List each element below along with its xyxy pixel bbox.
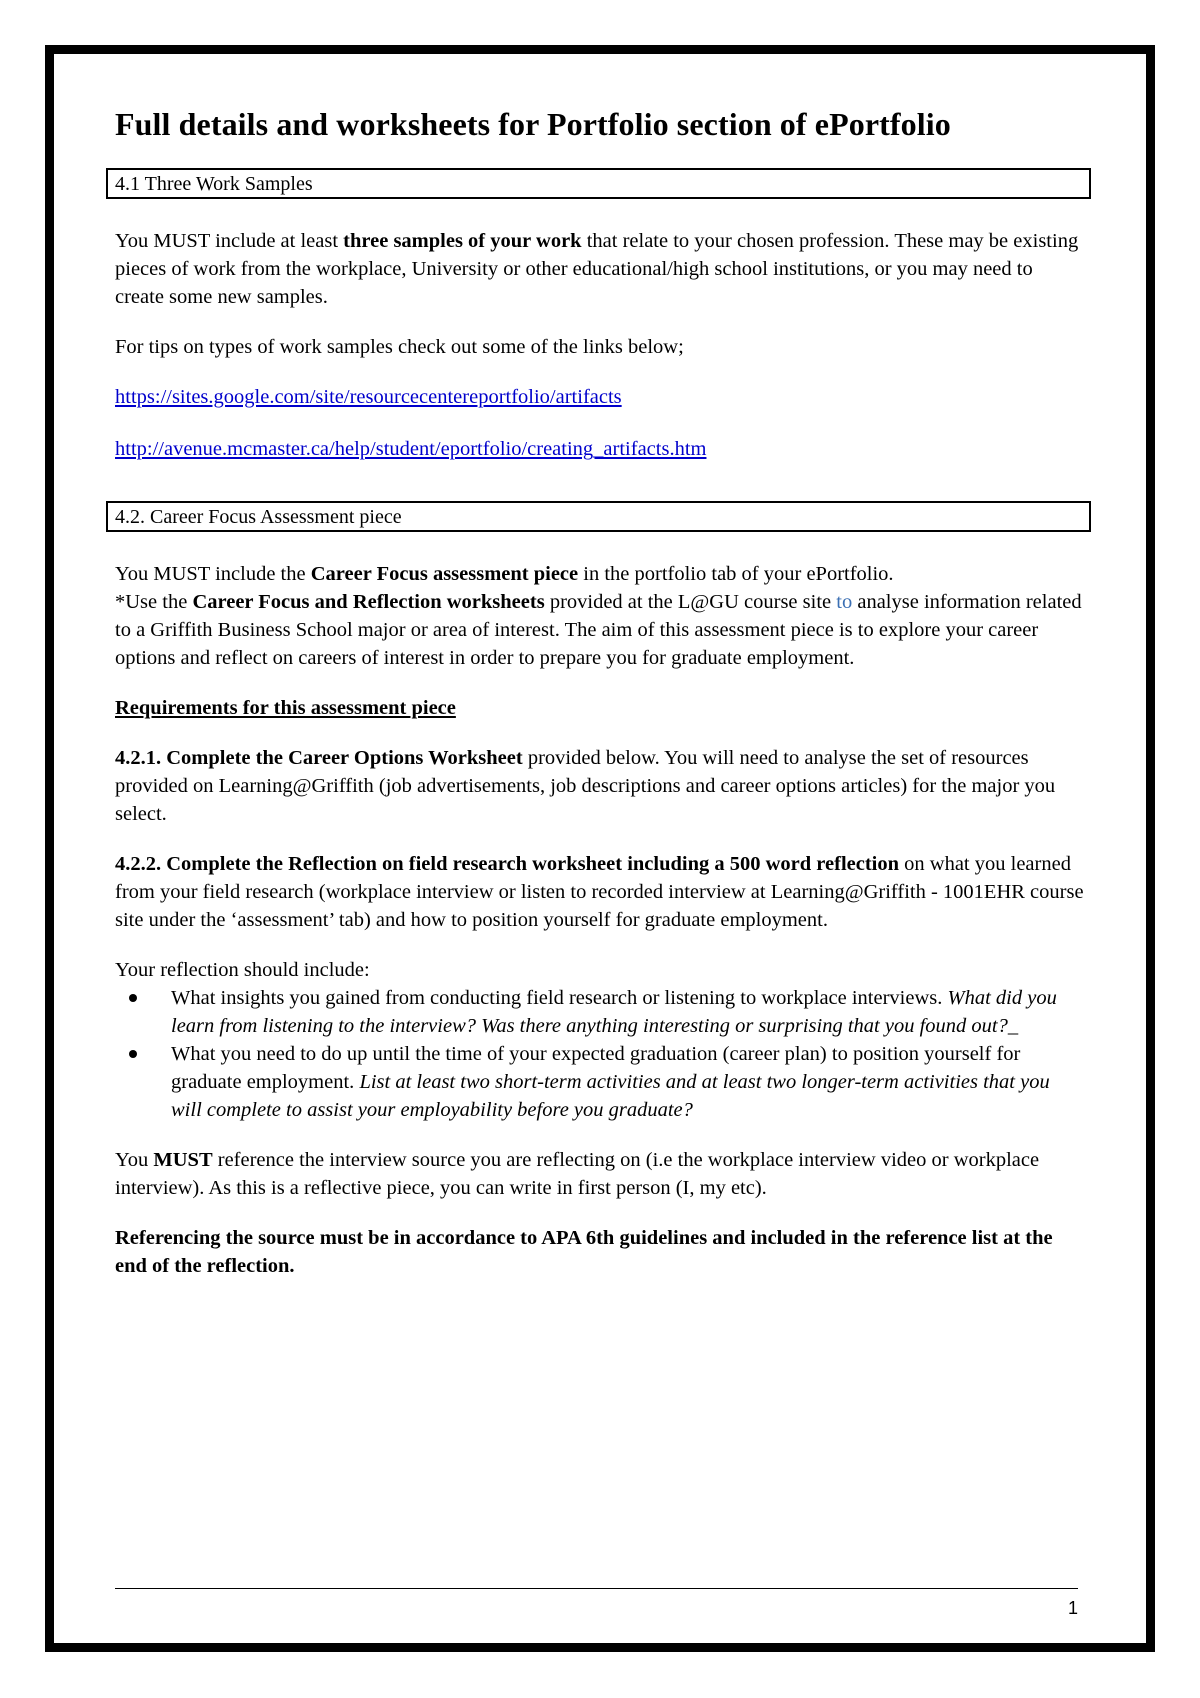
work-samples-paragraph: You MUST include at least three samples of your work that relate to your chosen profession. These may be existing pieces of work from the workplace, University or other educational/high school institutions, or you may need to create some new samples. <box>115 230 1079 308</box>
document-body <box>115 104 1085 1280</box>
reference-paragraph: You MUST reference the interview source you are reflecting on (i.e the workplace interview video or workplace interview). As this is a reflective piece, you can write in first person (I, my etc). <box>115 1149 1040 1199</box>
page-number: 1 <box>1068 1598 1079 1618</box>
requirement-4-2-2: 4.2.2. Complete the Reflection on field research worksheet including a 500 word reflection on what you learned from your field research (workplace interview or listen to recorded interview at Learning@Griffith - 1001EHR course site under the ‘assessment’ tab) and how to position yourself for graduate employment. <box>115 853 1084 931</box>
requirements-heading: Requirements for this assessment piece <box>115 697 456 719</box>
requirement-4-2-1: 4.2.1. Complete the Career Options Worksheet provided below. You will need to analyse the set of resources provided on Learning@Griffith (job advertisements, job descriptions and career options articles) for the major you select. <box>115 747 1056 825</box>
section-heading-4-2: 4.2. Career Focus Assessment piece <box>106 501 1091 532</box>
bullet-icon <box>129 1050 137 1058</box>
section-heading-4-1: 4.1 Three Work Samples <box>106 168 1091 199</box>
link-paragraph-2 <box>115 435 1085 463</box>
apa-note: Referencing the source must be in accordance to APA 6th guidelines and included in the reference list at the end of the reflection. <box>115 1227 1053 1277</box>
reflection-intro: Your reflection should include: <box>115 959 370 981</box>
list-item: What you need to do up until the time of your expected graduation (career plan) to position yourself for graduate employment. List at least two short-term activities and at least two longer-term activities that you will complete to assist your employability before you graduate? <box>115 1040 1085 1124</box>
list-item: What insights you gained from conducting field research or listening to workplace interviews. What did you learn from listening to the interview? Was there anything interesting or surprising that you found out?_ <box>115 984 1085 1040</box>
resource-link-mcmaster[interactable]: http://avenue.mcmaster.ca/help/student/eportfolio/creating_artifacts.htm <box>115 438 707 460</box>
tips-paragraph: For tips on types of work samples check out some of the links below; <box>115 336 684 358</box>
bullet-icon <box>129 994 137 1002</box>
link-paragraph-1 <box>115 383 1085 411</box>
resource-link-google[interactable]: https://sites.google.com/site/resourcecentereportfolio/artifacts <box>115 386 622 408</box>
reflection-bullet-list <box>115 984 1085 1124</box>
footer-divider <box>115 1588 1078 1589</box>
career-focus-paragraph: You MUST include the Career Focus assessment piece in the portfolio tab of your ePortfolio. *Use the Career Focus and Reflection worksheets provided at the L@GU course site to analyse information related to a Griffith Business School major or area of interest. The aim of this assessment piece is to explore your career options and reflect on careers of interest in order to prepare you for graduate employment. <box>115 563 1082 669</box>
page-title: Full details and worksheets for Portfolio section of ePortfolio <box>115 106 951 142</box>
